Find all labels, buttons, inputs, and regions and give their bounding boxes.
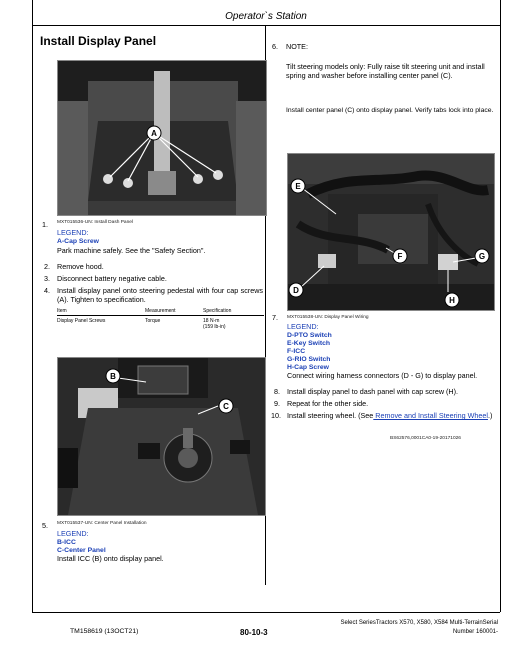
- step4-text: Install display panel onto steering pedestal with four cap screws (A). Tighten to specification.: [57, 286, 263, 304]
- step7-legend-item-g: G-RIO Switch: [287, 356, 331, 363]
- section-title: Install Display Panel: [40, 34, 157, 48]
- spec-table-header: [57, 308, 264, 316]
- spec-value: [203, 316, 264, 331]
- callout-e: E: [295, 182, 301, 191]
- spec-measurement: Torque: [145, 318, 161, 324]
- step1-legend: LEGEND:: [57, 228, 89, 237]
- step7-legend-item-e: E-Key Switch: [287, 340, 331, 347]
- step1-number: 1.: [42, 220, 48, 229]
- callout-g: G: [478, 252, 486, 261]
- step8-number: 8.: [274, 387, 280, 396]
- bottom-rule: [32, 612, 500, 613]
- figure-center-panel-installation: [57, 357, 266, 516]
- spec-value-nm: 18 N·m: [203, 318, 220, 324]
- figure-install-dash-panel: [57, 60, 267, 216]
- dash-panel-photo: [58, 61, 266, 215]
- callout-f: F: [397, 252, 403, 261]
- step5-number: 5.: [42, 521, 48, 530]
- spec-header-measurement: Measurement: [145, 308, 203, 316]
- step10-text: [287, 411, 497, 420]
- footer-page-number: 80-10-3: [240, 628, 268, 637]
- callout-c: C: [223, 402, 229, 411]
- reference-code: BS62576,0001CA0-19-20171026: [390, 436, 461, 441]
- note-body: Tilt steering models only: Fully raise tilt steering unit and install spring and washer before installing center panel (C).: [286, 62, 485, 80]
- step9-number: 9.: [274, 399, 280, 408]
- step8-text: Install display panel to dash panel with cap screw (H).: [287, 387, 458, 396]
- step5-legend: LEGEND:: [57, 529, 89, 538]
- step1-legend-item: A-Cap Screw: [57, 238, 99, 245]
- callout-h: H: [449, 296, 455, 305]
- step6-note-label: NOTE:: [286, 42, 308, 51]
- step10-number: 10.: [271, 411, 281, 420]
- spec-header-spec: Specification: [203, 308, 264, 316]
- step3-number: 3.: [44, 274, 50, 283]
- step7-text: Connect wiring harness connectors (D - G) to display panel.: [287, 371, 478, 380]
- step3-text: Disconnect battery negative cable.: [57, 274, 167, 283]
- step1-text: Park machine safely. See the "Safety Section".: [57, 246, 206, 255]
- spec-item: Display Panel Screws: [57, 318, 106, 324]
- fig3-caption: MXT015538-UN: Display Panel Wiring: [287, 315, 369, 320]
- install-center-panel-text: Install center panel (C) onto display panel. Verify tabs lock into place.: [286, 107, 494, 114]
- footer-model-line1: Select SeriesTractors X570, X580, X584 Multi-TerrainSerial: [340, 620, 498, 626]
- step7-number: 7.: [272, 313, 278, 322]
- footer-doc-id: TM158619 (13OCT21): [70, 628, 139, 635]
- remove-install-steering-wheel-link[interactable]: Remove and Install Steering Wheel: [373, 411, 488, 420]
- step2-number: 2.: [44, 262, 50, 271]
- fig1-caption: MXT015536-UN: Install Dash Panel: [57, 220, 133, 225]
- step7-legend-item-d: D-PTO Switch: [287, 332, 332, 339]
- step5-legend-item-c: C-Center Panel: [57, 547, 106, 554]
- step7-legend-item-f: F-ICC: [287, 348, 306, 355]
- callout-b: B: [110, 372, 116, 381]
- step10-pre: Install steering wheel. (See: [287, 411, 374, 420]
- step4-number: 4.: [44, 286, 50, 295]
- center-panel-photo: [58, 358, 265, 515]
- callout-a: A: [151, 129, 157, 138]
- step5-legend-item-b: B-ICC: [57, 539, 76, 546]
- spec-value-lbin: (159 lb-in): [203, 324, 226, 330]
- callout-d: D: [293, 286, 299, 295]
- step9-text: Repeat for the other side.: [287, 399, 369, 408]
- step5-text: Install ICC (B) onto display panel.: [57, 554, 164, 563]
- figure-display-panel-wiring: [287, 153, 495, 311]
- page-header-title: Operator`s Station: [225, 11, 307, 22]
- step2-text: Remove hood.: [57, 262, 104, 271]
- step6-number: 6.: [272, 42, 278, 51]
- spec-table-row: [57, 316, 264, 331]
- step7-legend: LEGEND:: [287, 322, 319, 331]
- fig2-caption: MXT015537-UN: Center Panel Installation: [57, 521, 147, 526]
- spec-header-item: Item: [57, 308, 145, 316]
- step7-legend-item-h: H-Cap Screw: [287, 364, 329, 371]
- header-rule: [32, 25, 500, 26]
- spec-table: [57, 308, 264, 330]
- step10-post: .): [487, 411, 493, 420]
- footer-model-line2: Number 160001-: [452, 629, 498, 635]
- wiring-photo: [288, 154, 494, 310]
